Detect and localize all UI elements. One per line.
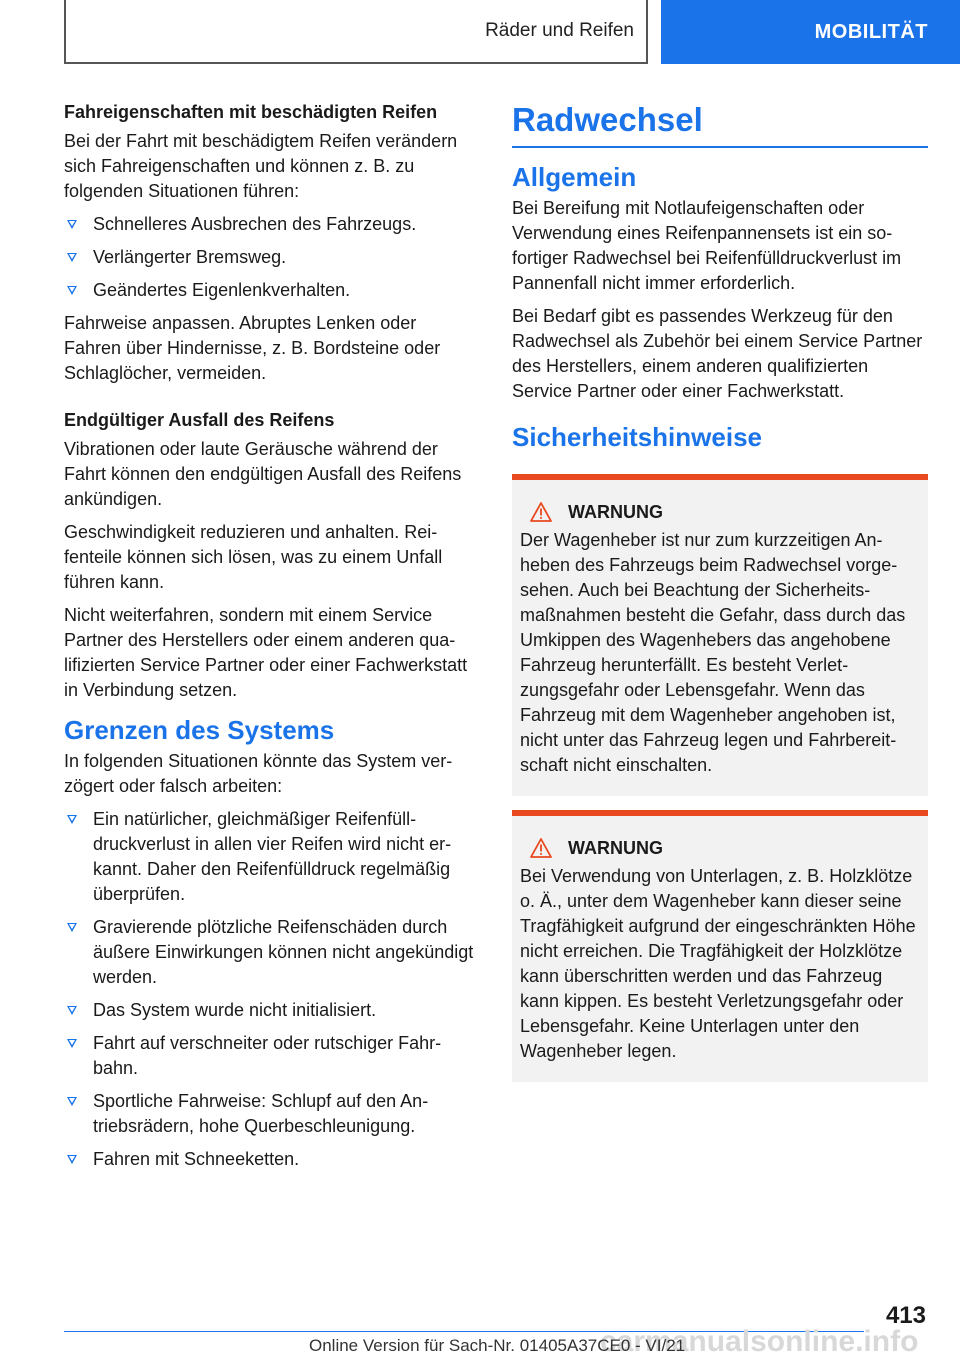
heading-endgueltiger-ausfall: Endgültiger Ausfall des Reifens — [64, 410, 335, 430]
watermark: carmanualsonline.info — [600, 1325, 919, 1358]
chapter-title: MOBILITÄT — [814, 20, 928, 43]
bullet-triangle-icon — [67, 1155, 77, 1164]
bullet-triangle-icon — [67, 1006, 77, 1015]
list-item: Verlängerter Bremsweg. — [64, 245, 476, 270]
paragraph: Nicht weiterfahren, sondern mit einem Service Partner des Herstellers oder einem anderen qualifizierten Service Partner oder einer Fachwerkstatt in Verbindung setzen. — [64, 605, 468, 700]
bullet-triangle-icon — [67, 253, 77, 262]
paragraph: Bei Bedarf gibt es passendes Werkzeug für den Radwechsel als Zubehör bei einem Service Partner des Herstellers, einem anderen qualifizierten Service Partner oder einer Fachwerkstatt. — [512, 306, 923, 401]
warning-label: WARNUNG — [568, 838, 663, 858]
warning-label: WARNUNG — [568, 502, 663, 522]
bullet-triangle-icon — [67, 220, 77, 229]
paragraph: Geschwindigkeit reduzieren und anhalten. Reifenteile können sich lösen, was zu einem Unfall führen kann. — [64, 522, 443, 592]
warning-title — [520, 500, 920, 524]
bullet-triangle-icon — [67, 1097, 77, 1106]
list-item: Geändertes Eigenlenkverhalten. — [64, 278, 476, 303]
section-header-tab — [64, 0, 648, 64]
paragraph: Fahrweise anpassen. Abruptes Lenken oder Fahren über Hindernisse, z. B. Bordsteine oder Schlaglöcher, vermeiden. — [64, 313, 441, 383]
warning-box-2 — [512, 810, 928, 1082]
heading-radwechsel: Radwechsel — [512, 100, 928, 148]
warning-box-1 — [512, 474, 928, 796]
bullet-triangle-icon — [67, 1039, 77, 1048]
heading-sicherheitshinweise: Sicherheitshinweise — [512, 422, 762, 452]
paragraph: Vibrationen oder laute Geräusche während der Fahrt können den endgültigen Ausfall des Reifens ankündigen. — [64, 439, 462, 509]
heading-allgemein: Allgemein — [512, 162, 637, 192]
warning-text: Bei Verwendung von Unterlagen, z. B. Holzklötze o. Ä., unter dem Wagenheber kann dieser seine Tragfähigkeit aufgrund der eingeschränkten Höhe nicht erreichen. Die Tragfähigkeit der Holzklötze kann überschritten werden und das Fahrzeug kann kippen. Es besteht Verletzungsgefahr oder Lebensgefahr. Keine Unterlagen unter den Wagenheber legen. — [520, 866, 916, 1061]
page-number: 413 — [885, 1302, 926, 1329]
bullet-triangle-icon — [67, 286, 77, 295]
list-item: Schnelleres Ausbrechen des Fahrzeugs. — [64, 212, 476, 237]
paragraph: In folgenden Situationen könnte das System verzögert oder falsch arbeiten: — [64, 751, 453, 796]
list-item: Gravierende plötzliche Reifenschäden durch äußere Einwirkungen können nicht angekündigt werden. — [64, 915, 476, 990]
left-column — [64, 100, 476, 1180]
warning-text: Der Wagenheber ist nur zum kurzzeitigen Anheben des Fahrzeugs beim Radwechsel vorgesehen. Auch bei Beachtung der Sicherheitsmaßnahmen besteht die Gefahr, dass durch das Umkippen des Wagenhebers das angehobene Fahrzeug herunterfällt. Es besteht Verletzungsgefahr oder Lebensgefahr. Wenn das Fahrzeug mit dem Wagenheber angehoben ist, nicht unter das Fahrzeug legen und Fahrbereitschaft nicht einschalten. — [520, 530, 906, 775]
footer-version: Online Version für Sach-Nr. 01405A37CE0 - VI/21 — [309, 1336, 686, 1355]
chapter-tab — [661, 0, 960, 64]
list-item: Ein natürlicher, gleichmäßiger Reifenfülldruckverlust in allen vier Reifen wird nicht erkannt. Daher den Reifenfülldruck regelmäßig überprüfen. — [64, 807, 476, 907]
bullet-triangle-icon — [67, 815, 77, 824]
list-item: Sportliche Fahrweise: Schlupf auf den Antriebsrädern, hohe Querbeschleunigung. — [64, 1089, 476, 1139]
right-column — [512, 100, 928, 1090]
bullet-triangle-icon — [67, 923, 77, 932]
section-title: Räder und Reifen — [485, 20, 634, 41]
warning-triangle-icon — [530, 838, 552, 858]
bullet-list-1 — [64, 212, 476, 303]
paragraph: Bei Bereifung mit Notlaufeigenschaften oder Verwendung eines Reifenpannensets ist ein sofortiger Radwechsel bei Reifenfülldruckverlust im Pannenfall nicht immer erforderlich. — [512, 198, 902, 293]
heading-fahreigenschaften: Fahreigenschaften mit beschädigten Reifen — [64, 102, 438, 122]
warning-title — [520, 836, 920, 860]
paragraph: Bei der Fahrt mit beschädigtem Reifen verändern sich Fahreigenschaften und können z. B. zu folgenden Situationen führen: — [64, 131, 458, 201]
warning-triangle-icon — [530, 502, 552, 522]
list-item: Das System wurde nicht initialisiert. — [64, 998, 476, 1023]
heading-grenzen-des-systems: Grenzen des Systems — [64, 715, 335, 745]
list-item: Fahrt auf verschneiter oder rutschiger Fahrbahn. — [64, 1031, 476, 1081]
bullet-list-2 — [64, 807, 476, 1172]
list-item: Fahren mit Schneeketten. — [64, 1147, 476, 1172]
